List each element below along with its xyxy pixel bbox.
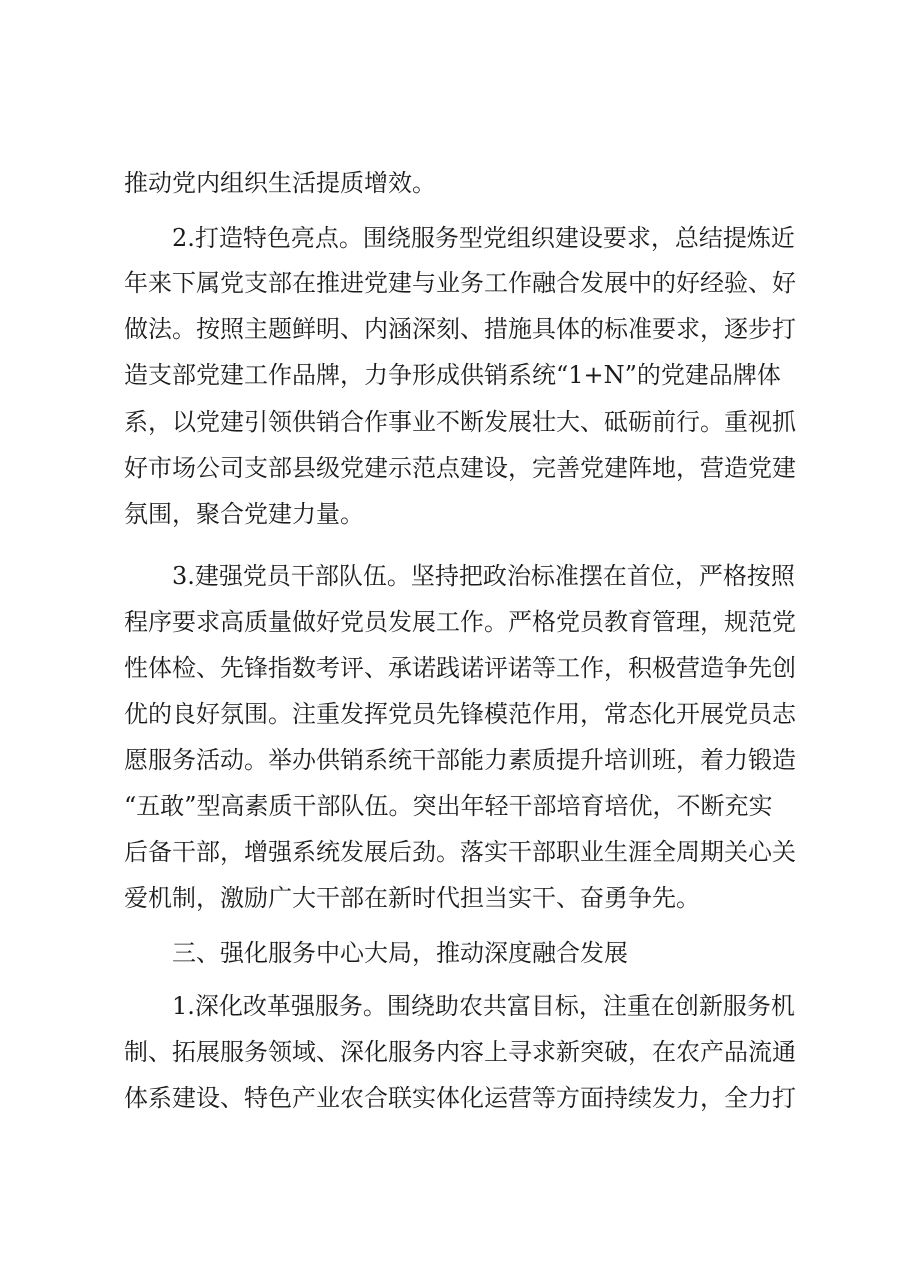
text-line-content: “五敢”型高素质干部队伍。突出年轻干部培育培优，不断充实	[124, 792, 773, 820]
text-line-content: 氛围，聚合党建力量。	[124, 500, 364, 528]
text-line	[0, 489, 909, 539]
text-line-content: 程序要求高质量做好党员发展工作。严格党员教育管理，规范党	[124, 608, 796, 636]
text-line	[0, 1073, 909, 1123]
text-line	[0, 597, 909, 647]
text-line	[0, 213, 909, 263]
text-line-content: 性体检、先锋指数考评、承诺践诺评诺等工作，积极营造争先创	[124, 654, 796, 682]
text-line-content: 3.建强党员干部队伍。坚持把政治标准摆在首位，严格按照	[172, 562, 795, 590]
text-line	[0, 689, 909, 739]
text-line	[0, 350, 909, 400]
text-line-content: 愿服务活动。举办供销系统干部能力素质提升培训班，着力锻造	[124, 746, 796, 774]
text-line-content: 系，以党建引领供销合作事业不断发展壮大、砥砺前行。重视抓	[124, 408, 796, 436]
text-line-content: 年来下属党支部在推进党建与业务工作融合发展中的好经验、好	[124, 269, 796, 297]
text-line-content: 制、拓展服务领域、深化服务内容上寻求新突破，在农产品流通	[124, 1038, 796, 1066]
section-heading-text: 三、强化服务中心大局，推动深度融合发展	[172, 939, 628, 967]
text-line-content: 好市场公司支部县级党建示范点建设，完善党建阵地，营造党建	[124, 454, 796, 482]
text-line	[0, 443, 909, 493]
text-line	[0, 827, 909, 877]
text-line	[0, 781, 909, 831]
text-line-content: 2.打造特色亮点。围绕服务型党组织建设要求，总结提炼近	[172, 224, 795, 252]
text-line	[0, 643, 909, 693]
text-line	[0, 397, 909, 447]
text-line	[0, 981, 909, 1031]
text-line	[0, 158, 909, 208]
text-line-content: 体系建设、特色产业农合联实体化运营等方面持续发力，全力打	[124, 1084, 796, 1112]
text-line	[0, 873, 909, 923]
text-line-content: 推动党内组织生活提质增效。	[124, 169, 436, 197]
text-line-content: 后备干部，增强系统发展后劲。落实干部职业生涯全周期关心关	[124, 838, 796, 866]
text-line-content: 做法。按照主题鲜明、内涵深刻、措施具体的标准要求，逐步打	[124, 315, 796, 343]
text-line	[0, 735, 909, 785]
text-line-content: 造支部党建工作品牌，力争形成供销系统“1+N”的党建品牌体	[124, 361, 781, 389]
text-line-content: 优的良好氛围。注重发挥党员先锋模范作用，常态化开展党员志	[124, 700, 796, 728]
text-line	[0, 1027, 909, 1077]
text-line	[0, 304, 909, 354]
text-line	[0, 258, 909, 308]
text-line-content: 爱机制，激励广大干部在新时代担当实干、奋勇争先。	[124, 884, 700, 912]
text-line-content: 1.深化改革强服务。围绕助农共富目标，注重在创新服务机	[172, 992, 795, 1020]
section-heading	[0, 928, 909, 978]
text-line	[0, 551, 909, 601]
